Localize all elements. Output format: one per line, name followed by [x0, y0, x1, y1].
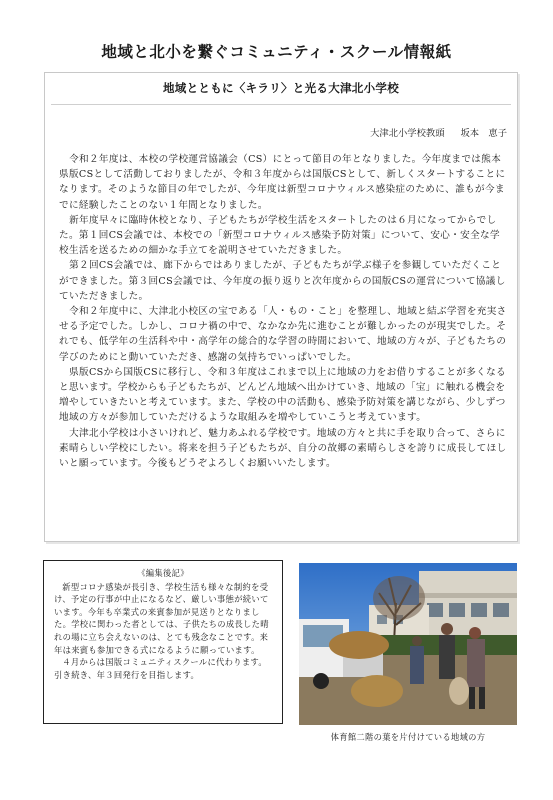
- article-paragraph: 新年度早々に臨時休校となり、子どもたちが学校生活をスタートしたのは６月になってからでした。第１回CS会議では、本校での「新型コロナウィルス感染予防対策」について、安心・安全な学校生活を送るための細かな手立てを説明させていただきました。: [59, 214, 500, 257]
- byline-name: 坂本 恵子: [460, 128, 507, 139]
- article-paragraph: 大津北小学校は小さいけれど、魅力あふれる学校です。地域の方々と共に手を取り合って、さらに素晴らしい学校にしたい。将来を担う子どもたちが、自分の故郷の素晴らしさを誇りに成長してほしいと願っています。今後もどうぞよろしくお願いいたします。: [59, 427, 507, 470]
- editor-note-paragraph: 新型コロナ感染が長引き、学校生活も様々な制約を受け、予定の行事が中止になるなど、厳しい事態が続いています。今年も卒業式の来賓参加が見送りとなりました。学校に関わった者としては、子供たちの成長した晴れの場に立ち会えないのは、とても残念なことです。来年は来賓も参加できる式になるように願っています。: [54, 581, 269, 655]
- editor-note: [43, 560, 283, 724]
- newsletter-masthead: 地域と北小を繋ぐコミュニティ・スクール情報紙: [101, 43, 452, 61]
- article-paragraph: 令和２年度は、本校の学校運営協議会（CS）にとって節目の年となりました。今年度までは熊本県版CSとして活動しておりましたが、令和３年度からは国版CSとして、新しくスタートすることになります。そのような節目の年でしたが、今年度は新型コロナウィルス感染症のために、誰もが今までに経験したことのない１年間となりました。: [59, 154, 506, 211]
- article-body: [59, 152, 507, 471]
- article-paragraph: 第２回CS会議では、廊下からではありましたが、子どもたちが学ぶ様子を参観していただくことができました。第３回CS会議では、今年度の振り返りと次年度からの国版CSの運営について協議していただきました。: [59, 260, 506, 302]
- byline-role: 大津北小学校教頭: [370, 128, 445, 139]
- title-divider: [51, 104, 511, 105]
- main-article: [44, 72, 518, 542]
- article-title: 地域とともに〈キラリ〉と光る大津北小学校: [163, 81, 399, 95]
- article-paragraph: 令和２年度中に、大津北小校区の宝である「人・もの・こと」を整理し、地域と結ぶ学習を充実させる予定でした。しかし、コロナ禍の中で、なかなか先に進むことが難しかったのが現実でした。それでも、低学年の生活科や中・高学年の総合的な学習の時間において、地域の方々が、子どもたちの学びのためにと動いていただき、感謝の気持ちでいっぱいでした。: [59, 306, 507, 363]
- editor-note-title: 《編集後記》: [137, 568, 189, 578]
- photo-caption: 体育館二階の葉を片付けている地域の方: [330, 732, 486, 742]
- article-byline: [370, 125, 507, 139]
- editor-note-paragraph: ４月からは国版コミュニティスクールに代わります。引き続き、年３回発行を目指します。: [54, 657, 267, 680]
- community-photo: [299, 563, 517, 725]
- article-paragraph: 県版CSから国版CSに移行し、令和３年度はこれまで以上に地域の力をお借りすることが多くなると思います。学校からも子どもたちが、どんどん地域へ出かけていき、地域の「宝」に触れる機会を増やしていきたいと考えています。また、学校の中の活動も、感染予防対策を講じながら、少しずつ地域の方々が参加していただけるような取組みを増やしていこうと考えています。: [59, 366, 506, 424]
- photo-illustration: [299, 563, 517, 725]
